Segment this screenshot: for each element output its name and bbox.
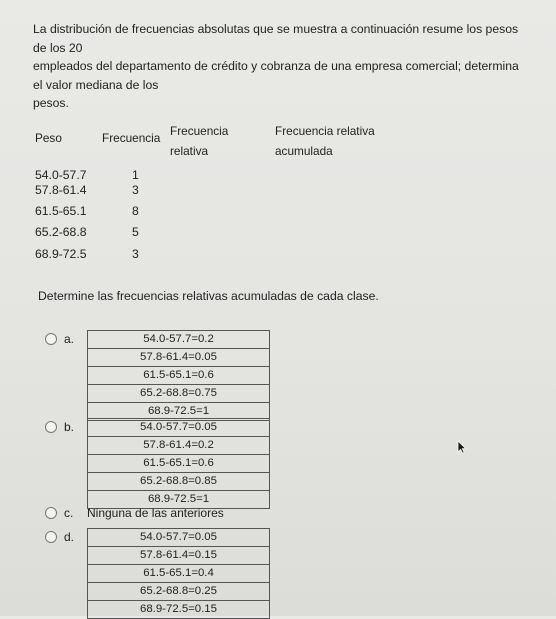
option-a-letter: a. xyxy=(64,332,75,346)
table-row-peso: 57.8-61.4 xyxy=(35,183,87,197)
option-d-table[interactable] xyxy=(87,528,270,619)
option-d-cell: 61.5-65.1=0.4 xyxy=(88,565,269,583)
question-line-3: empleados del departamento de crédito y cobranza de una empresa comercial; determina xyxy=(33,59,519,73)
option-d-cell: 65.2-68.8=0.25 xyxy=(88,583,269,601)
header-freq-rel-acum-line2: acumulada xyxy=(275,144,333,158)
question-line-4: el valor mediana de los xyxy=(33,77,159,92)
option-c-radio[interactable] xyxy=(45,507,57,519)
option-b-cell: 65.2-68.8=0.85 xyxy=(88,473,269,491)
header-frecuencia: Frecuencia xyxy=(102,131,161,145)
option-a-cell: 68.9-72.5=1 xyxy=(88,403,269,421)
option-b-cell: 68.9-72.5=1 xyxy=(88,491,269,509)
option-a-cell: 65.2-68.8=0.75 xyxy=(88,385,269,403)
header-freq-rel-acum-line1: Frecuencia relativa xyxy=(275,124,375,138)
question-line-2: de los 20 xyxy=(33,40,83,55)
table-row-peso: 65.2-68.8 xyxy=(35,225,87,239)
option-d-radio[interactable] xyxy=(45,531,57,543)
table-row-frecuencia: 1 xyxy=(132,168,139,182)
option-b-cell: 57.8-61.4=0.2 xyxy=(88,437,269,455)
header-frecuencia-relativa-acumulada xyxy=(275,124,375,159)
header-peso: Peso xyxy=(35,131,62,145)
option-b-radio[interactable] xyxy=(45,421,57,433)
option-a-cell: 54.0-57.7=0.2 xyxy=(88,331,269,349)
header-freq-rel-line1: Frecuencia xyxy=(170,124,229,138)
table-row-peso: 68.9-72.5 xyxy=(35,247,87,261)
option-c-letter: c. xyxy=(64,506,74,520)
option-d-letter: d. xyxy=(64,530,75,544)
option-b-cell: 61.5-65.1=0.6 xyxy=(88,455,269,473)
option-d-cell: 68.9-72.5=0.15 xyxy=(88,601,269,619)
option-d-cell: 54.0-57.7=0.05 xyxy=(88,529,269,547)
table-row-peso: 54.0-57.7 xyxy=(35,168,87,182)
option-a-table[interactable] xyxy=(87,330,270,421)
table-row-frecuencia: 3 xyxy=(132,183,139,197)
option-b-letter: b. xyxy=(64,420,75,434)
question-line-5: pesos. xyxy=(33,96,69,110)
option-a-radio[interactable] xyxy=(45,333,57,345)
question-line-1: La distribución de frecuencias absolutas que se muestra a continuación resume los pesos xyxy=(33,22,519,36)
option-a-cell: 61.5-65.1=0.6 xyxy=(88,367,269,385)
option-b-cell: 54.0-57.7=0.05 xyxy=(88,419,269,437)
table-row-frecuencia: 5 xyxy=(132,225,139,239)
option-b-table[interactable] xyxy=(87,418,270,509)
table-row-frecuencia: 3 xyxy=(132,247,139,261)
header-freq-rel-line2: relativa xyxy=(170,144,209,158)
option-a-cell: 57.8-61.4=0.05 xyxy=(88,349,269,367)
option-d-cell: 57.8-61.4=0.15 xyxy=(88,547,269,565)
table-row-peso: 61.5-65.1 xyxy=(35,204,87,218)
option-c-text[interactable]: Ninguna de las anteriores xyxy=(87,506,224,520)
question-text xyxy=(33,20,548,113)
prompt-text: Determine las frecuencias relativas acumuladas de cada clase. xyxy=(38,289,379,303)
header-frecuencia-relativa xyxy=(170,124,228,159)
table-row-frecuencia: 8 xyxy=(132,204,139,218)
mouse-cursor-icon xyxy=(457,440,467,454)
